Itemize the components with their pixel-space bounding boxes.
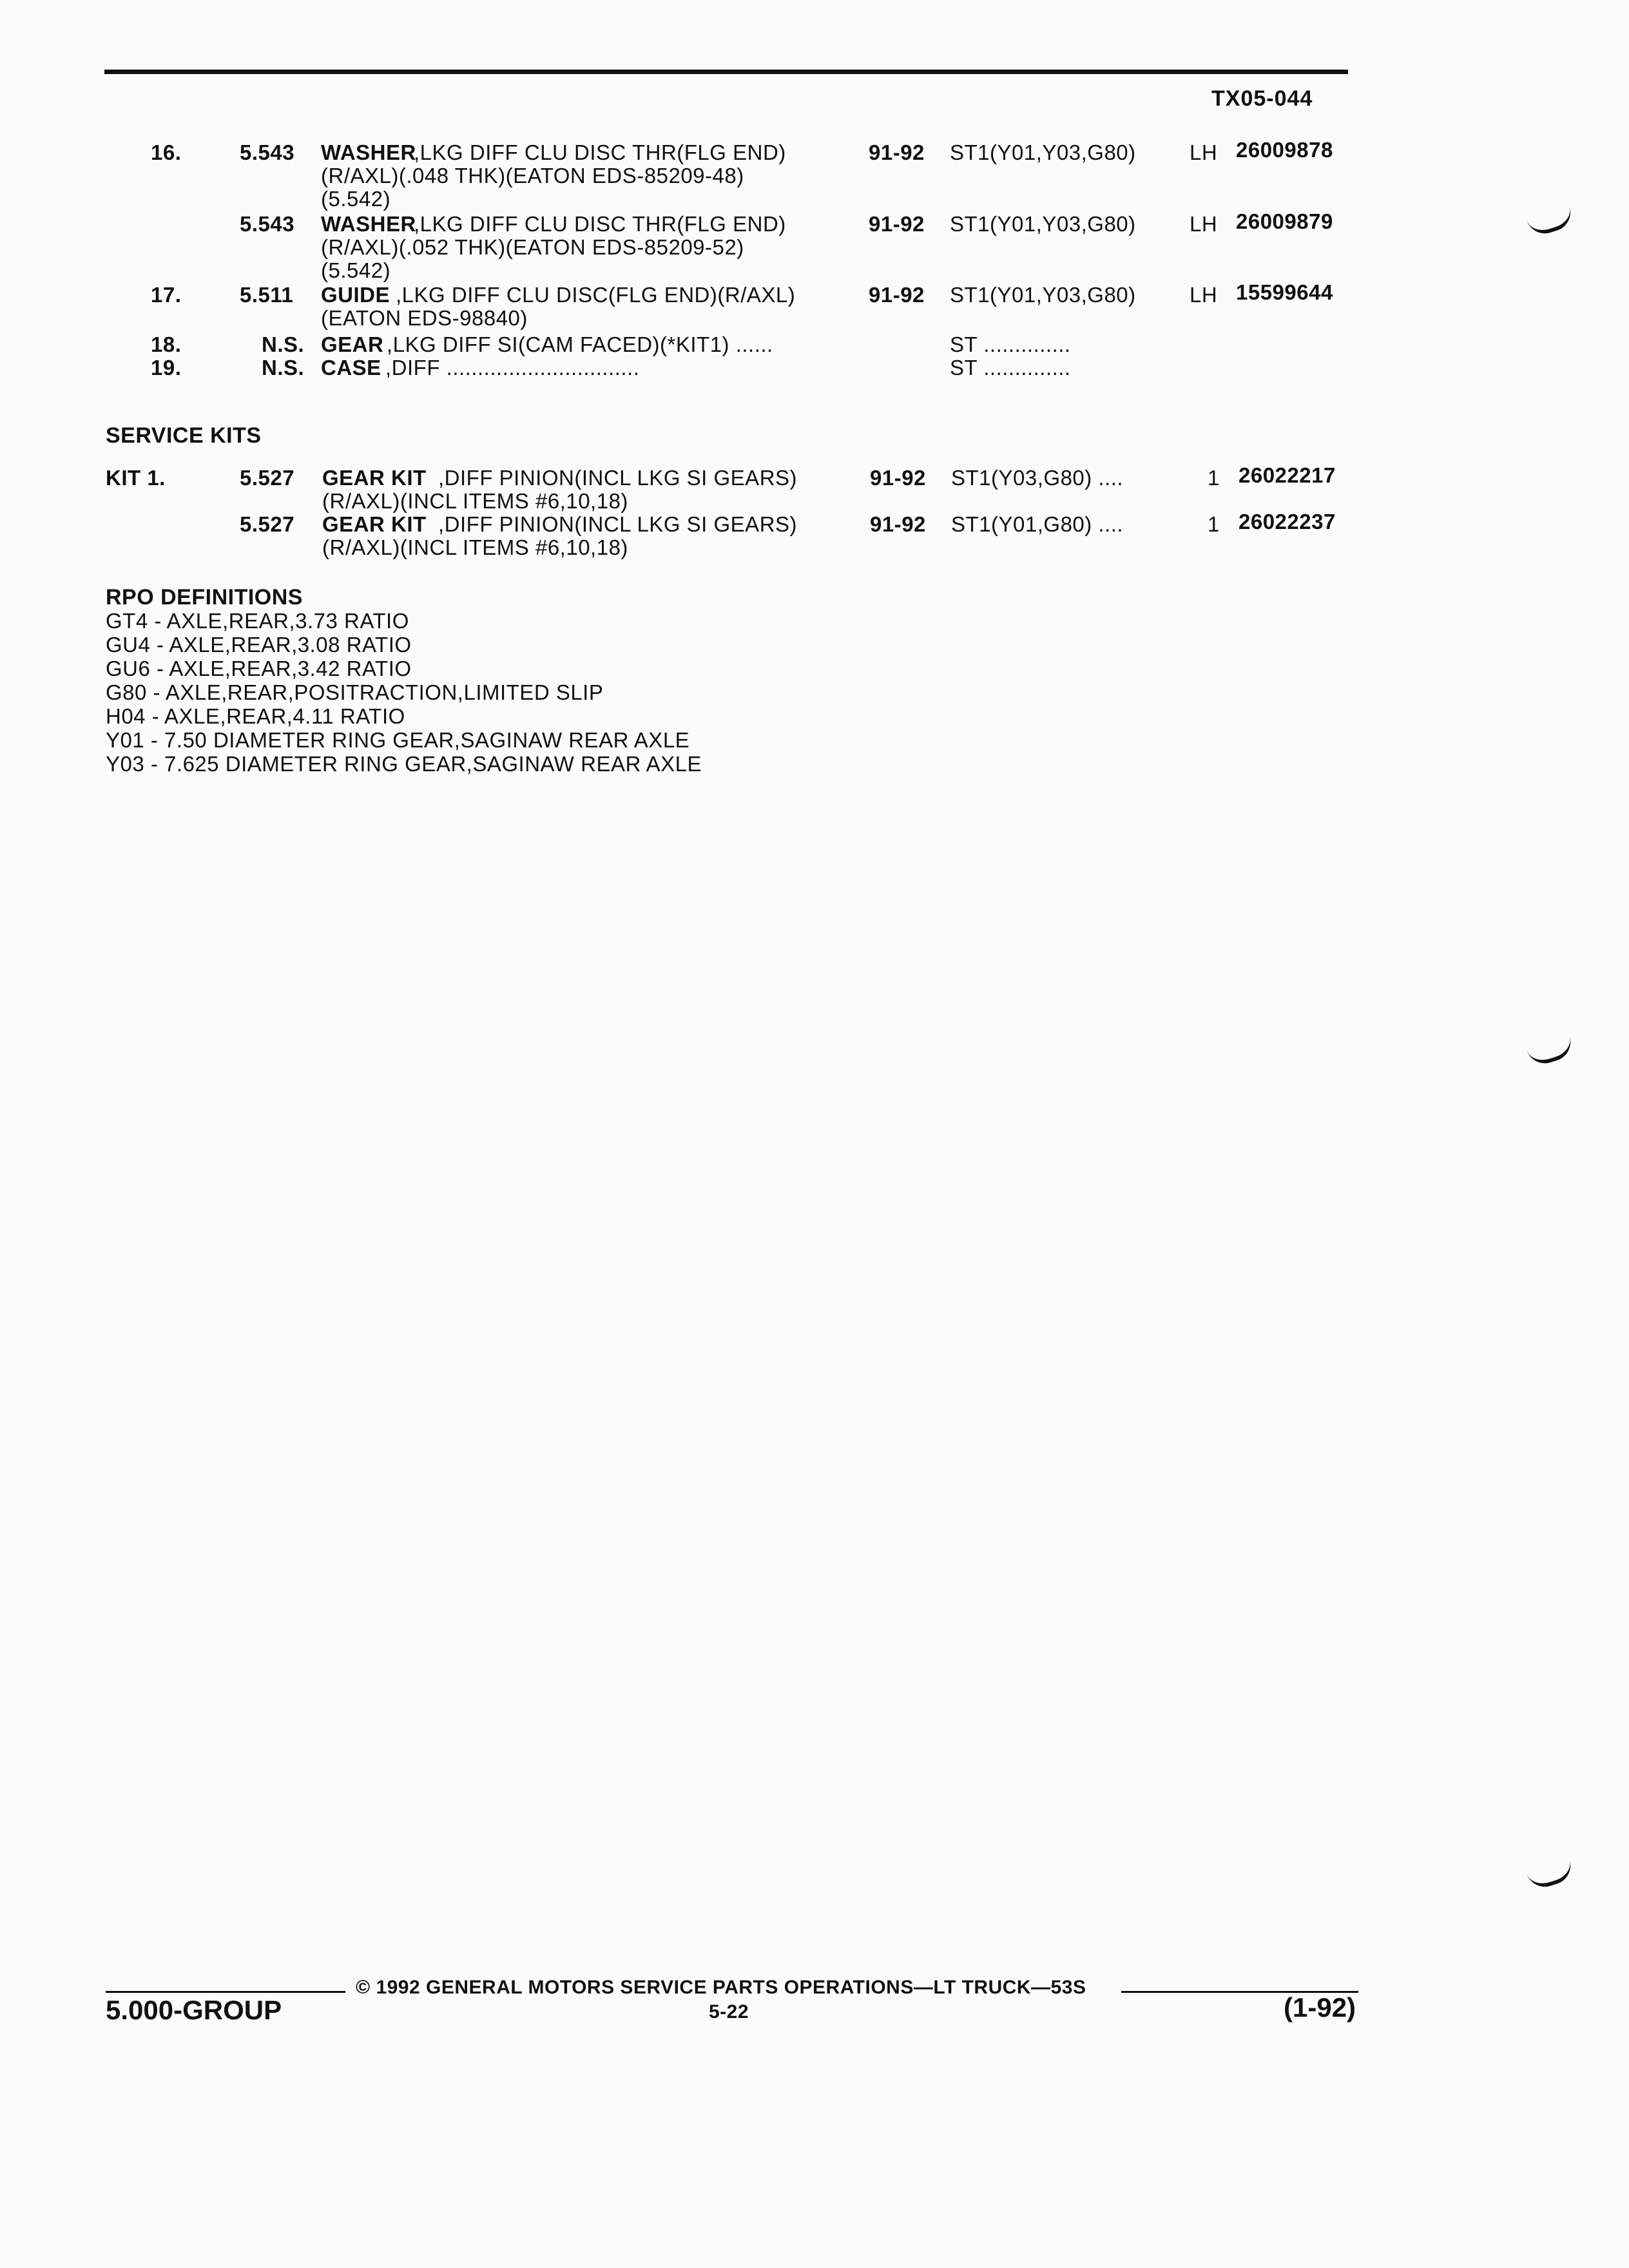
binder-hole-mark	[1527, 206, 1576, 238]
rpo-definition: Y01 - 7.50 DIAMETER RING GEAR,SAGINAW REAR AXLE	[106, 728, 690, 752]
part-description-line3: (5.542)	[321, 258, 391, 282]
usage-code: ST1(Y01,Y03,G80)	[950, 140, 1136, 164]
usage-code: ST1(Y01,G80) ....	[951, 512, 1124, 536]
model-years: 91-92	[870, 466, 926, 490]
part-description: ,DIFF PINION(INCL LKG SI GEARS)	[438, 512, 798, 536]
document-id: TX05-044	[1211, 86, 1313, 111]
part-description-line2: (EATON EDS-98840)	[321, 306, 528, 330]
footer-page-number: 5-22	[709, 2001, 749, 2023]
item-number: 19.	[151, 356, 182, 380]
part-description-line2: (R/AXL)(.052 THK)(EATON EDS-85209-52)	[321, 235, 744, 259]
reference-number: 5.527	[240, 512, 295, 536]
part-description: ,LKG DIFF CLU DISC THR(FLG END)	[414, 212, 786, 236]
part-name: GEAR KIT	[322, 512, 427, 536]
part-name: WASHER	[321, 212, 416, 236]
kit-item-number: KIT 1.	[106, 466, 166, 490]
footer-group: 5.000-GROUP	[106, 1995, 282, 2025]
usage-code: ST1(Y01,Y03,G80)	[950, 212, 1136, 236]
top-rule	[104, 70, 1348, 74]
part-number: 26009878	[1236, 138, 1333, 162]
rpo-definition: GU6 - AXLE,REAR,3.42 RATIO	[106, 657, 412, 680]
binder-hole-mark	[1527, 1860, 1576, 1892]
part-number: 15599644	[1236, 280, 1333, 304]
part-description: ,DIFF ...............................	[385, 356, 640, 380]
part-description: ,LKG DIFF SI(CAM FACED)(*KIT1) ......	[387, 332, 773, 356]
rpo-definition: Y03 - 7.625 DIAMETER RING GEAR,SAGINAW REAR AXLE	[106, 752, 702, 776]
reference-number: N.S.	[262, 356, 305, 380]
model-years: 91-92	[869, 283, 925, 307]
part-name: GEAR KIT	[322, 466, 427, 490]
part-name: GUIDE	[321, 283, 390, 307]
model-years: 91-92	[870, 512, 926, 536]
item-number: 17.	[151, 283, 182, 307]
footer-copyright: © 1992 GENERAL MOTORS SERVICE PARTS OPERATIONS—LT TRUCK—53S	[356, 1977, 1086, 1998]
service-kits-heading: SERVICE KITS	[106, 423, 262, 448]
rpo-definition: G80 - AXLE,REAR,POSITRACTION,LIMITED SLIP	[106, 680, 604, 704]
part-description: ,LKG DIFF CLU DISC THR(FLG END)	[414, 140, 786, 164]
rpo-definition: GT4 - AXLE,REAR,3.73 RATIO	[106, 609, 409, 633]
model-years: 91-92	[869, 140, 925, 164]
part-description-line2: (R/AXL)(INCL ITEMS #6,10,18)	[322, 489, 628, 513]
model-years: 91-92	[869, 212, 925, 236]
quantity: LH	[1190, 140, 1218, 164]
rpo-definitions-heading: RPO DEFINITIONS	[106, 585, 303, 610]
part-number: 26022217	[1239, 463, 1336, 487]
part-name: CASE	[321, 356, 381, 380]
usage-code: ST ..............	[950, 356, 1071, 380]
usage-code: ST1(Y01,Y03,G80)	[950, 283, 1136, 307]
part-description-line2: (R/AXL)(.048 THK)(EATON EDS-85209-48)	[321, 164, 744, 187]
part-description-line3: (5.542)	[321, 187, 391, 211]
reference-number: 5.543	[240, 212, 295, 236]
part-number: 26009879	[1236, 209, 1333, 233]
quantity: LH	[1190, 212, 1218, 236]
footer-date: (1-92)	[1284, 1992, 1356, 2023]
part-description: ,LKG DIFF CLU DISC(FLG END)(R/AXL)	[396, 283, 796, 307]
part-number: 26022237	[1239, 510, 1336, 533]
usage-code: ST ..............	[950, 332, 1071, 356]
quantity: 1	[1208, 466, 1220, 490]
reference-number: 5.543	[240, 140, 295, 164]
reference-number: 5.511	[240, 283, 294, 307]
rpo-definition: H04 - AXLE,REAR,4.11 RATIO	[106, 704, 405, 728]
rpo-definition: GU4 - AXLE,REAR,3.08 RATIO	[106, 633, 412, 657]
footer-rule-left	[106, 1991, 345, 1993]
reference-number: N.S.	[262, 332, 305, 356]
part-description-line2: (R/AXL)(INCL ITEMS #6,10,18)	[322, 535, 628, 559]
usage-code: ST1(Y03,G80) ....	[951, 466, 1124, 490]
item-number: 18.	[151, 332, 182, 356]
quantity: 1	[1208, 512, 1220, 536]
part-name: GEAR	[321, 332, 384, 356]
part-description: ,DIFF PINION(INCL LKG SI GEARS)	[438, 466, 798, 490]
reference-number: 5.527	[240, 466, 295, 490]
binder-hole-mark	[1527, 1036, 1576, 1068]
quantity: LH	[1190, 283, 1218, 307]
item-number: 16.	[151, 140, 182, 164]
part-name: WASHER	[321, 140, 416, 164]
